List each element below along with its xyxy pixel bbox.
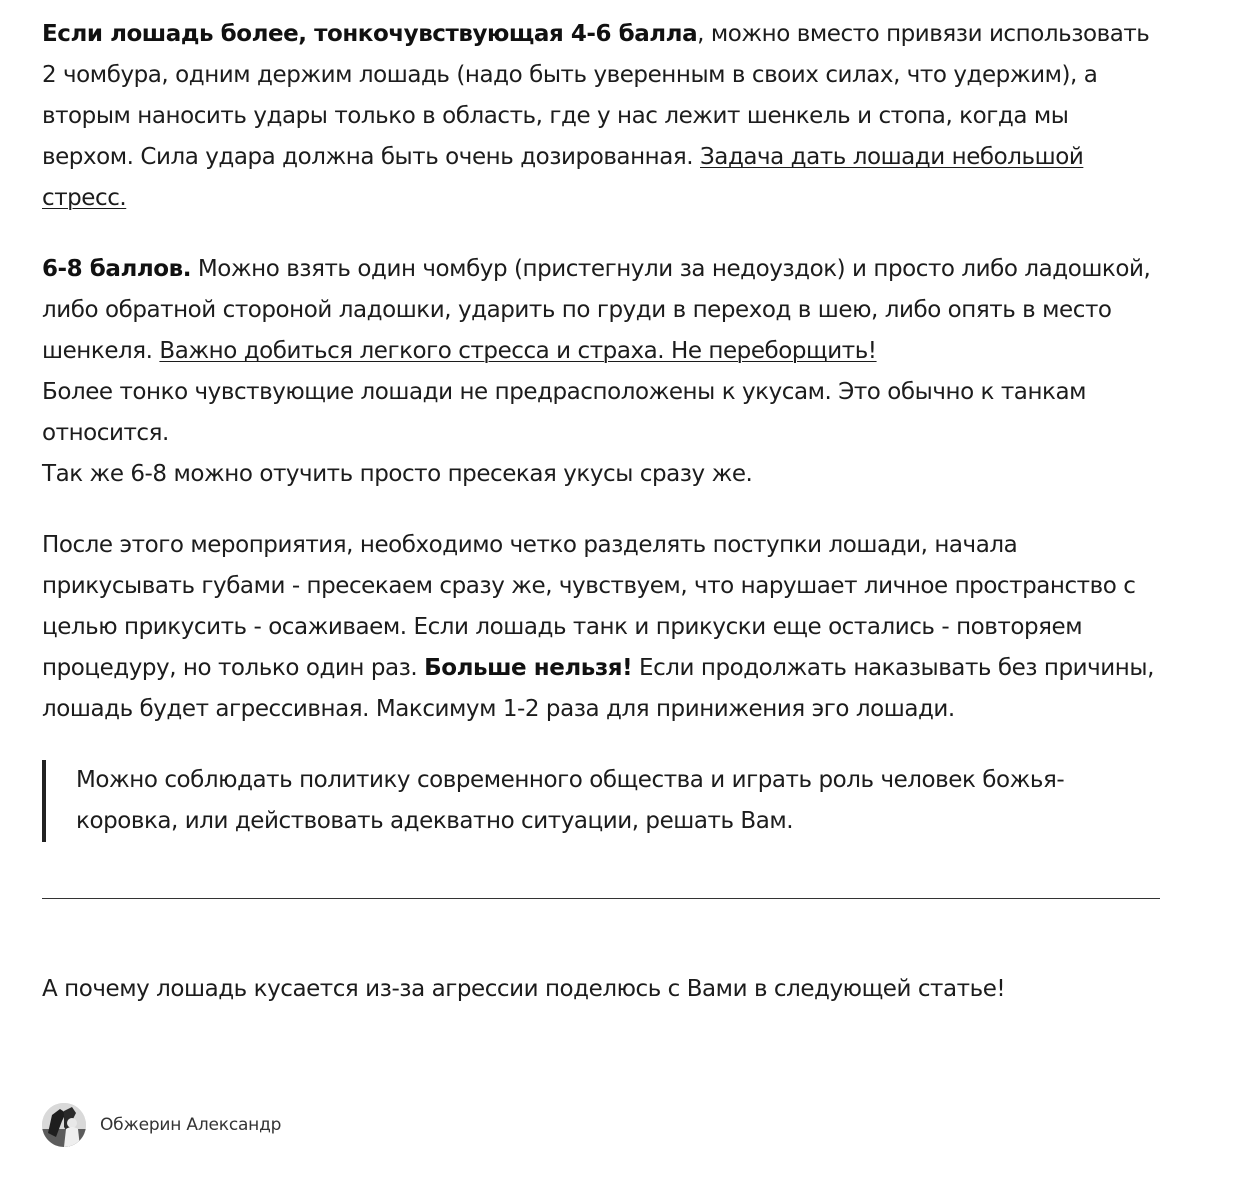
paragraph-underlined-text: Важно добиться легкого стресса и страха. Не переборщить! — [159, 338, 877, 364]
paragraph-after-procedure — [42, 525, 1160, 730]
avatar[interactable] — [42, 1103, 86, 1147]
paragraph-text: После этого мероприятия, необходимо четко разделять поступки лошади, начала прикусывать губами - пресекаем сразу же, чувствуем, что нарушает личное пространство с целью прикусить - осаживаем. Если лошадь танк и прикуски еще остались - повторяем процедуру, но только один раз. — [42, 532, 1136, 681]
paragraph-text: Если продолжать наказывать без причины, лошадь будет агрессивная. Максимум 1-2 раза для принижения эго лошади. — [42, 655, 1154, 722]
paragraph-4-6-points — [42, 14, 1160, 219]
paragraph-6-8-points — [42, 249, 1160, 495]
blockquote — [42, 760, 1160, 842]
horizontal-divider — [42, 898, 1160, 899]
paragraph-bold-lead: 6-8 баллов. — [42, 256, 191, 282]
paragraph-bold-warning: Больше нельзя! — [424, 655, 633, 681]
paragraph-text: , можно вместо привязи использовать 2 чомбура, одним держим лошадь (надо быть уверенным в своих силах, что удержим), а вторым наносить удары только в область, где у нас лежит шенкель и стопа, когда мы верхом. Сила удара должна быть очень дозированная. — [42, 21, 1150, 170]
paragraph-line: Более тонко чувствующие лошади не предрасположены к укусам. Это обычно к танкам относится. — [42, 379, 1087, 446]
avatar-photo-icon — [42, 1103, 86, 1147]
author-name[interactable]: Обжерин Александр — [100, 1115, 282, 1135]
paragraph-text: Можно взять один чомбур (пристегнули за недоуздок) и просто либо ладошкой, либо обратной стороной ладошки, ударить по груди в переход в шею, либо опять в место шенкеля. — [42, 256, 1151, 364]
paragraph-line: Так же 6-8 можно отучить просто пресекая укусы сразу же. — [42, 461, 753, 487]
paragraph-underlined-text: Задача дать лошади небольшой стресс. — [42, 144, 1084, 211]
quote-text: Можно соблюдать политику современного общества и играть роль человек божья-коровка, или действовать адекватно ситуации, решать Вам. — [76, 767, 1065, 834]
closing-paragraph: А почему лошадь кусается из-за агрессии поделюсь с Вами в следующей статье! — [42, 976, 1006, 1002]
author-block[interactable] — [42, 1103, 281, 1147]
paragraph-bold-lead: Если лошадь более, тонкочувствующая 4-6 балла — [42, 21, 698, 47]
article-body — [42, 14, 1160, 1010]
